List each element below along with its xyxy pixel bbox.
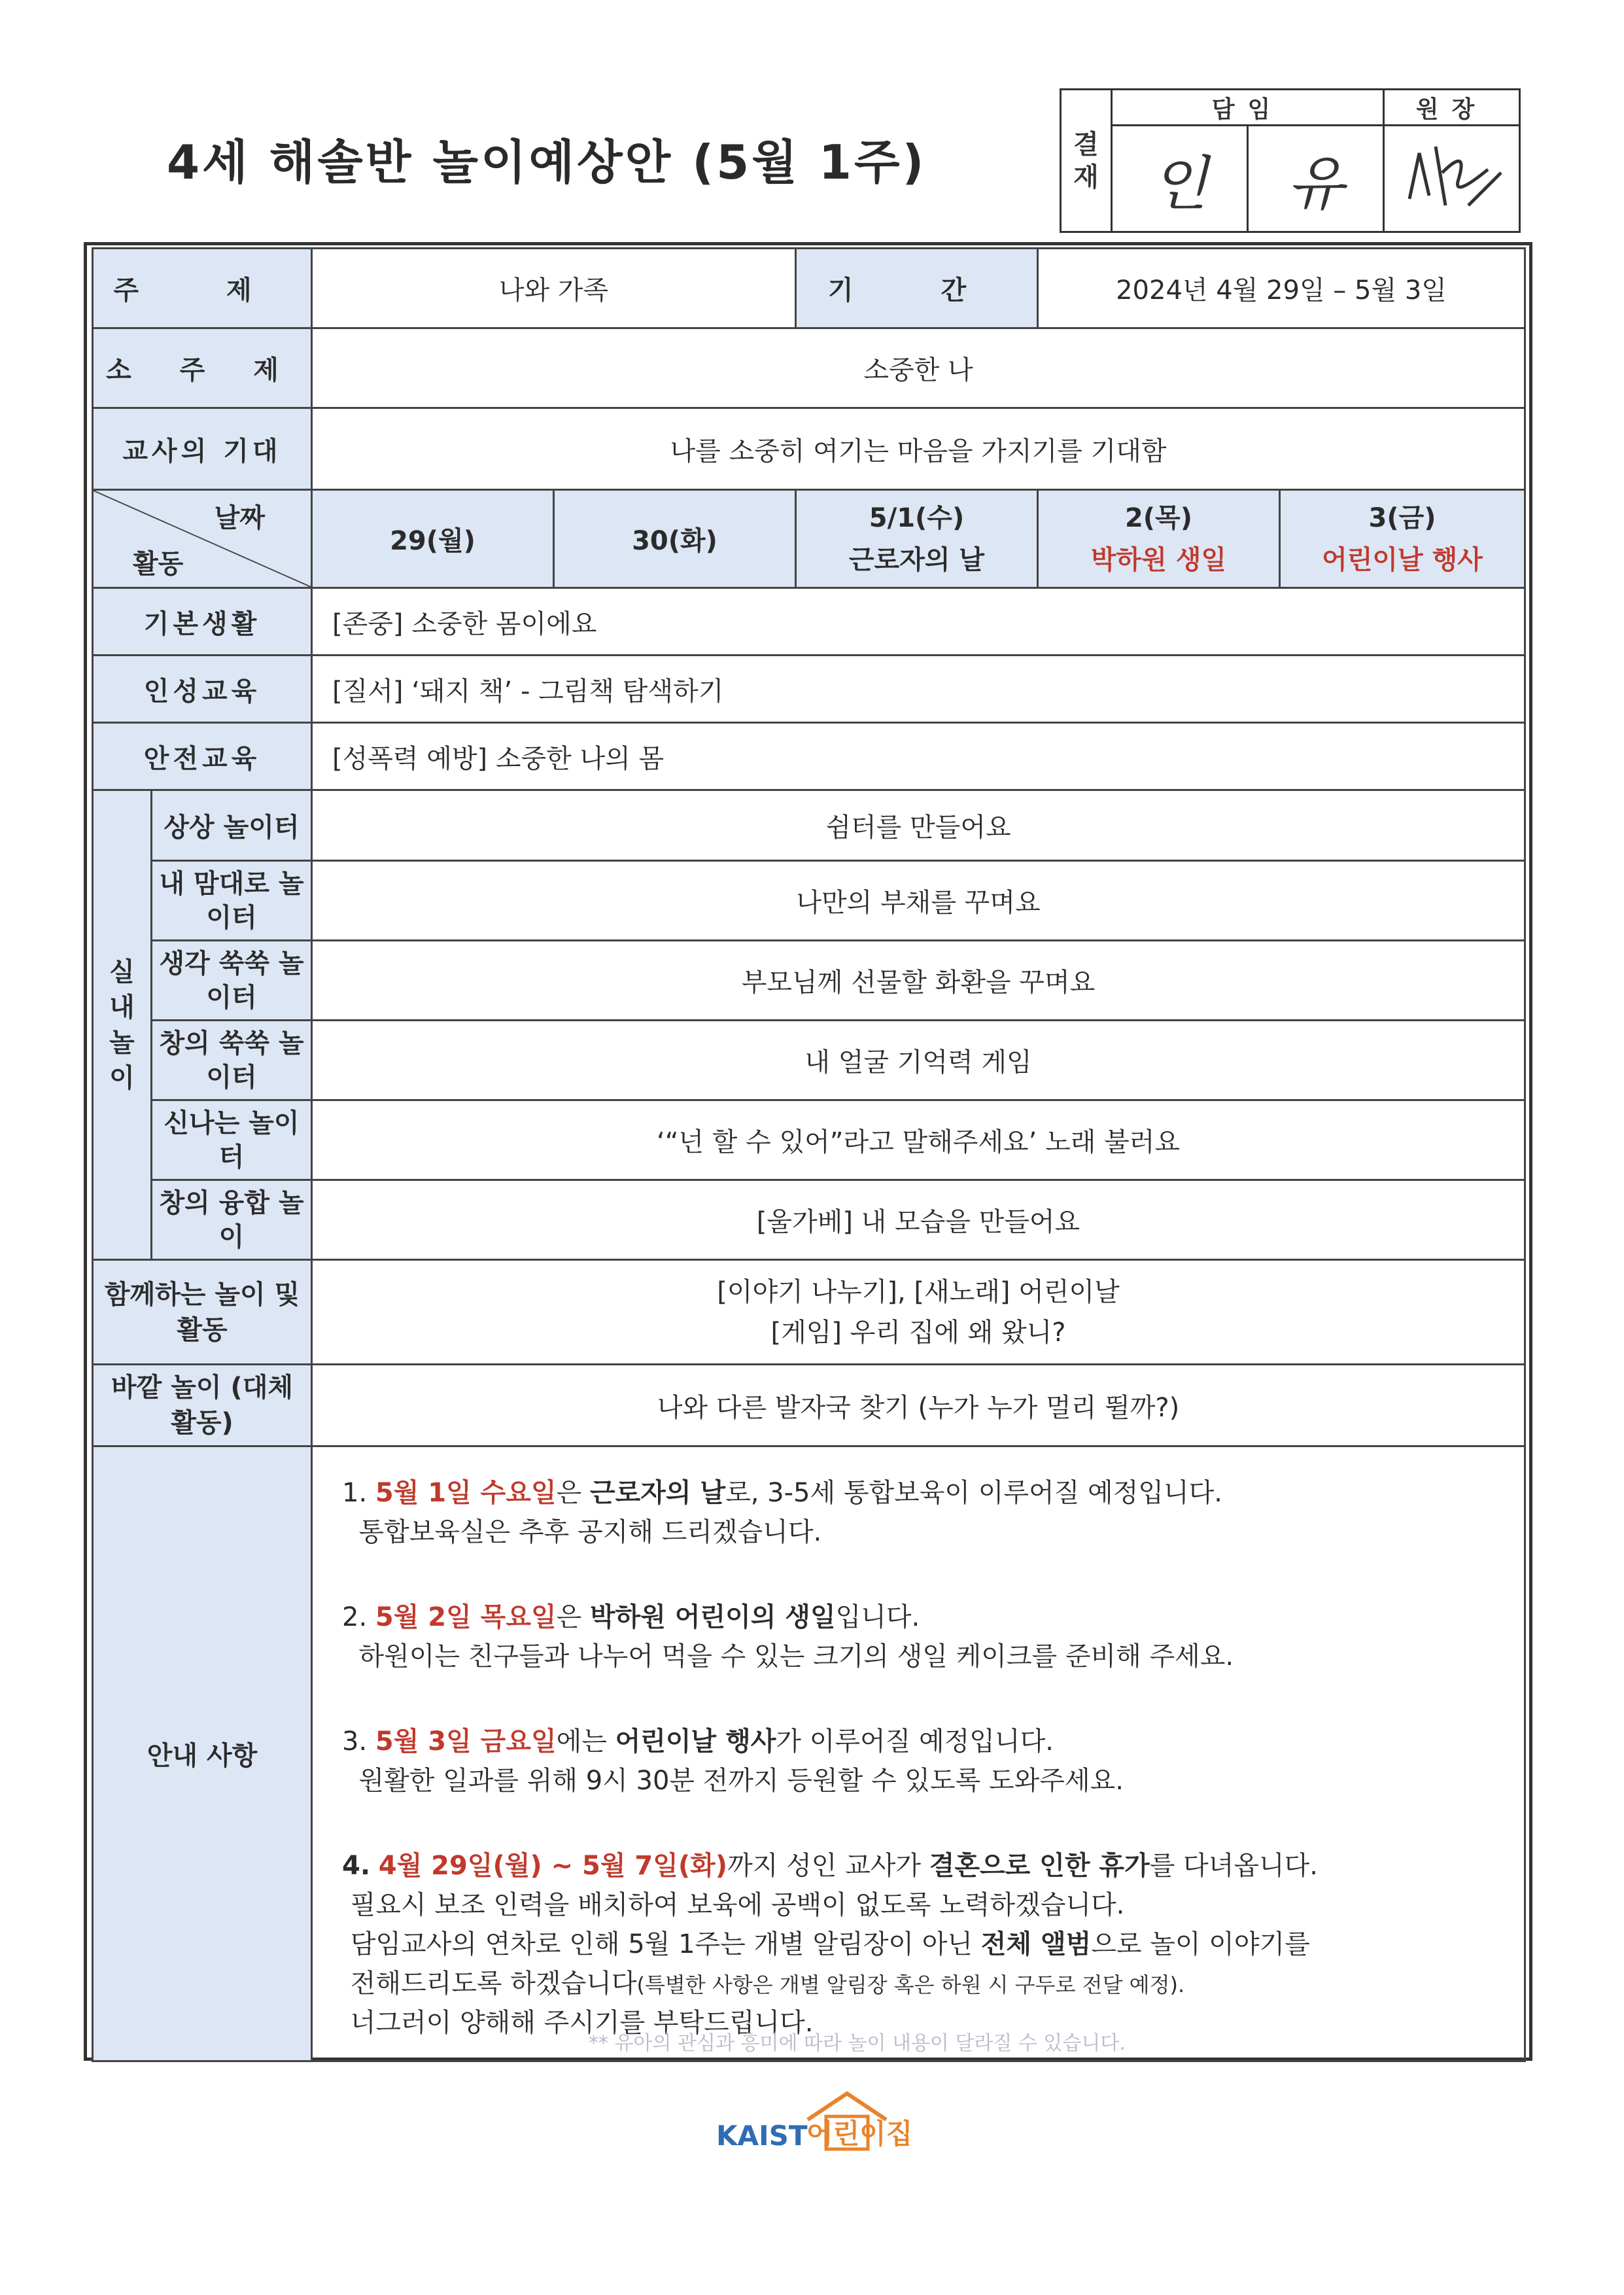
day-cell-thu: 2(목) 박하원 생일	[1038, 490, 1280, 588]
indoor-label-3: 생각 쑥쑥 놀이터	[152, 941, 312, 1021]
basic-life-value: [존중] 소중한 몸이에요	[312, 588, 1525, 656]
director-signature	[1384, 126, 1520, 232]
indoor-label-4: 창의 쑥쑥 놀이터	[152, 1021, 312, 1100]
day-cell-fri: 3(금) 어린이날 행사	[1280, 490, 1525, 588]
indoor-value-4: 내 얼굴 기억력 게임	[312, 1021, 1525, 1100]
theme-value: 나와 가족	[312, 249, 796, 328]
character-edu-value: [질서] ‘돼지 책’ - 그림책 탐색하기	[312, 656, 1525, 723]
logo-daycare: 어린이집	[806, 2118, 913, 2150]
indoor-value-2: 나만의 부채를 꾸며요	[312, 861, 1525, 941]
outdoor-label: 바깥 놀이 (대체 활동)	[93, 1365, 312, 1446]
period-label: 기 간	[796, 249, 1038, 328]
subtheme-label: 소 주 제	[93, 328, 312, 408]
indoor-group-label: 실내놀이	[93, 790, 152, 1260]
diagonal-line	[94, 491, 311, 587]
homeroom-signature-1: 인	[1112, 126, 1248, 232]
subtheme-value: 소중한 나	[312, 328, 1525, 408]
notice-content	[312, 1446, 1525, 2061]
expectation-label: 교사의 기대	[93, 408, 312, 490]
safety-edu-label: 안전교육	[93, 723, 312, 790]
indoor-value-3: 부모님께 선물할 화환을 꾸며요	[312, 941, 1525, 1021]
day-cell-wed: 5/1(수) 근로자의 날	[796, 490, 1038, 588]
homeroom-label: 담임	[1112, 90, 1384, 126]
approval-side-label: 결재	[1061, 90, 1112, 232]
indoor-label-2: 내 맘대로 놀이터	[152, 861, 312, 941]
indoor-label-5: 신나는 놀이터	[152, 1100, 312, 1180]
notice-item-4: 4. 4월 29일(월) ~ 5월 7일(화)까지 성인 교사가 결혼으로 인한 휴가를 다녀옵니다. 필요시 보조 인력을 배치하여 보육에 공백이 없도록 노력하겠습니다. 담임교사의 연차로 인해 5월 1주는 개별 알림장이 아닌 전체 앨범으로 놀이 이야기를 전해드리도록 하겠습니다(특별한 사항은 개별 알림장 혹은 하원 시 구두로 전달 예정). 너그러이 양해해 주시기를 부탁드립니다.	[342, 1851, 1318, 2038]
basic-life-label: 기본생활	[93, 588, 312, 656]
notice-item-2: 2. 5월 2일 목요일은 박하원 어린이의 생일입니다. 하원이는 친구들과 나누어 먹을 수 있는 크기의 생일 케이크를 준비해 주세요.	[342, 1602, 1234, 1672]
footnote: ** 유아의 관심과 흥미에 따라 놀이 내용이 달라질 수 있습니다.	[589, 2032, 1126, 2055]
kaist-daycare-logo	[716, 2090, 932, 2156]
indoor-label-1: 상상 놀이터	[152, 790, 312, 861]
expectation-value: 나를 소중히 여기는 마음을 가지기를 기대함	[312, 408, 1525, 490]
signature-scribble-icon	[1396, 133, 1508, 219]
page-title: 4세 해솔반 놀이예상안 (5월 1주)	[167, 135, 927, 190]
indoor-value-1: 쉼터를 만들어요	[312, 790, 1525, 861]
indoor-label-6: 창의 융합 놀이	[152, 1180, 312, 1260]
safety-edu-value: [성폭력 예방] 소중한 나의 몸	[312, 723, 1525, 790]
plan-table	[92, 247, 1526, 2062]
notice-item-3: 3. 5월 3일 금요일에는 어린이날 행사가 이루어질 예정입니다. 원활한 일과를 위해 9시 30분 전까지 등원할 수 있도록 도와주세요.	[342, 1726, 1124, 1796]
homeroom-signature-2: 유	[1248, 126, 1384, 232]
together-value	[312, 1260, 1525, 1365]
together-line-1: [이야기 나누기], [새노래] 어린이날	[717, 1276, 1120, 1307]
director-label: 원장	[1384, 90, 1520, 126]
corner-activity-label: 활동	[133, 549, 184, 579]
day-cell-mon: 29(월)	[312, 490, 554, 588]
outdoor-value: 나와 다른 발자국 찾기 (누가 누가 멀리 뛸까?)	[312, 1365, 1525, 1446]
character-edu-label: 인성교육	[93, 656, 312, 723]
period-value: 2024년 4월 29일 – 5월 3일	[1038, 249, 1525, 328]
indoor-value-5: ‘“넌 할 수 있어”라고 말해주세요’ 노래 불러요	[312, 1100, 1525, 1180]
date-activity-corner	[93, 490, 312, 588]
together-label: 함께하는 놀이 및 활동	[93, 1260, 312, 1365]
indoor-value-6: [울가베] 내 모습을 만들어요	[312, 1180, 1525, 1260]
theme-label: 주 제	[93, 249, 312, 328]
notice-label: 안내 사항	[93, 1446, 312, 2061]
corner-date-label: 날짜	[214, 503, 265, 533]
day-cell-tue: 30(화)	[554, 490, 796, 588]
approval-box	[1060, 88, 1521, 233]
logo-kaist: KAIST	[716, 2120, 808, 2152]
notice-item-1: 1. 5월 1일 수요일은 근로자의 날로, 3-5세 통합보육이 이루어질 예정입니다. 통합보육실은 추후 공지해 드리겠습니다.	[342, 1478, 1222, 1547]
together-line-2: [게임] 우리 집에 왜 왔니?	[770, 1317, 1066, 1348]
